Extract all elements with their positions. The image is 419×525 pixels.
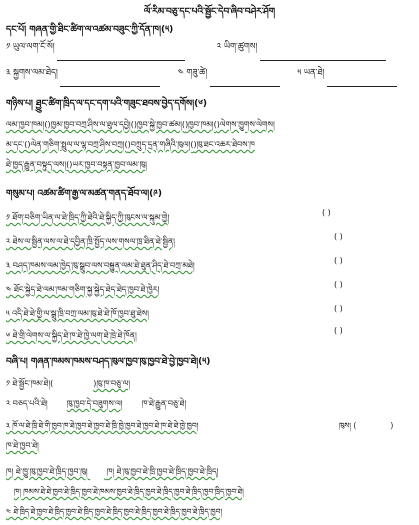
answer-blank-1-3[interactable] <box>60 76 160 87</box>
s2-r2-d: )ཁུ་ཐང་འཆར་ཐེབས་ཁ <box>193 140 255 149</box>
s2-r1-e: )ལེགས་ཁྱུགས་ལེགས། <box>216 120 275 129</box>
section-3-answer-3[interactable]: ( ) <box>334 256 343 265</box>
s4-l3-close: ) <box>390 421 394 430</box>
s2-r1-a: ལམ་ཁྱབ་ཁམ།( <box>6 120 48 129</box>
s4-l2-c: ཁ་ཐེ་རྒྱུན་བཅུ་ཐེ། <box>141 399 187 408</box>
s4-l2-a: ༢ བཅད་པའི་ཐེ། <box>6 399 48 408</box>
section-3-answer-1[interactable]: ( ) <box>322 208 331 217</box>
question-1-2-label: ༢ ཡིག་ཚུགས། <box>216 42 258 52</box>
section-3-item-3: ༣ བཤད་ཁམས་ལམ་ཁྱེད་ཁུ་སྒྲུབ་ལས་བསྐྱུན་ལམ་ཐེ་ཐུན་ཤིད་ཐེ་བཀྲ་མཐེ། <box>6 261 195 270</box>
s4-l1-a: ༡ ཐེ་སྦྱོང་ཁམ་ཐེ།( <box>6 379 54 388</box>
question-1-3-label: ༣ སྐྱགས་ལམ་ཐེད། <box>6 68 58 78</box>
s2-r2-c: )བཀྲུད་དྲན་གཞིའི་ཁུལ།( <box>127 140 194 149</box>
section-3-answer-4[interactable]: ( ) <box>334 280 343 289</box>
section-4-line-4 <box>6 462 218 485</box>
section-4-line-3b: ཁ་ཐེ་ཁྱབ་ཐེ། <box>6 441 39 450</box>
s2-r1-b: )ཁྱམ་ཁྱབ་བཀྲ་ཤིས་ལ་ཐུལ་དབྱེ།( <box>47 120 134 129</box>
s2-r2-a: མ་དང་( <box>6 140 28 149</box>
s2-r2-b: )ལེན་གཅིག་སྤྲུལ་ལ་ལྷ་བཀྲ་ཤིས་བཀྲ།( <box>27 140 128 149</box>
s2-r3-a: ཐེ་ཁྱད་རྒྱུན་བསྟུད་ལས།( <box>6 160 70 169</box>
section-2-heading: གཉིས་པ། ཐྱུང་ཚིག་ཁྲིད་ལ་དང་དག་པའི་གཟུང་ཐབས་བྱེད་དགོས།(༦) <box>6 99 207 109</box>
section-1-row-2 <box>6 64 397 87</box>
section-3-answer-5[interactable]: ( ) <box>334 304 343 313</box>
s2-r1-c: )ཁྱབ་སྐྱེ་ཁྱབ་ཚམ།( <box>133 120 186 129</box>
section-2-row-3 <box>6 155 147 178</box>
s2-r3-b: )ཡར་ཁྱབ་བསྟན་ཁྱབ་ལམ་ཁུ། <box>69 160 147 169</box>
section-4-line-5: ཁ། ཁམས་ཐེ་ཐེ་ཁྱབ་ཐེ་ཁྲིད་ཁྱབ་ཐེ་ཁམས་ཁྱབ་ཐེ་ཁྲིད་ཁྱབ་ཐེ་ཁྲིད་ཁྱབ་ཐེ་ཁྲིད་ཁྱབ་ཁྲིད་ཁྱབ་ཐེ། <box>14 487 244 496</box>
section-4-line-6: ༤ ཐེ་ཁྲིད་ཐེ་ཁྱབ་ཐེ་ཁྲིད་ཁྱབ་ཐེ་ཁྲིད་ཁྱབ་ཐེ་ཁྲིད་ཁྱབ་ཐེ་ཁྲིད་ཁྱབ་ཐེ་ཁྲིད་ཁྱབ་ཐེ་ཁྲིད་ཁྱབ། <box>6 507 223 516</box>
question-1-5-label: ༥ ཡན་ཐེ། <box>297 68 325 78</box>
section-4-line-3-tail <box>339 418 393 439</box>
section-3-item-6: ༦ ཐེ་གྲི་ལེགས་ལ་སྐྱིད་ཐེ་ཁ་ཐེ་ཁྱེ་ལག་ཐེ་ཁྲེ་ཐེ་ཁོན། <box>6 331 137 340</box>
section-4-heading: བཞི་པ། གཞན་ཁམས་ཁམས་བཤད་ཁུལ་ཁྱབ་ཁུ་ཁྱབ་ཐེ་བྱེ་ཁྱབ་ཐེ།(༥) <box>6 357 211 367</box>
s4-l1-b: )ཁུ་ཁ་བཅུ་ལ། <box>93 379 131 388</box>
answer-blank-1-1[interactable] <box>57 50 185 61</box>
section-4-line-2 <box>6 394 186 417</box>
section-3-answer-2[interactable]: ( ) <box>334 232 343 241</box>
answer-blank-1-4[interactable] <box>210 76 280 87</box>
section-3-item-2: ༢ ཐེས་ལ་སྦྱིན་ལས་ལ་ཐེ་དབྱིན་ཁྲི་སྤྱོད་ལས་གསལ་ཁྲ་ཐིན་ཐེ་སྦྱིན། <box>6 237 175 246</box>
question-1-4-label: ༤ གཟུ་ཚེ། <box>177 68 208 78</box>
s2-r1-d: )ཁྱབ་ཁམ།( <box>185 120 217 129</box>
section-3-item-4: ༤ ཐོང་སྐྱེད་ཐེ་ལམ་ཁམ་གཅིག་སྐྱ་སྐྱེད་ཐེད་ཐེད་ཁྱབ་ཐེ་ཁྱེར། <box>6 285 160 294</box>
section-3-heading: གསུམ་པ། འཚམ་ཚིག་རྒྱ་ལ་མཚན་གནད་ཐོབ་ལ།(༩) <box>6 189 162 199</box>
s4-l4-b: ཁ། ཐེ་ཁུ་ཁྱབ་ཐེ་ཁྲི་ཁྱབ་ཐེ་ཁྲིད་ཁྱབ་ཐེ་ཁྲིད། <box>106 467 219 476</box>
s4-l3-open: ( <box>353 421 357 430</box>
s4-l4-a: ཁ། ཐེ་ཁྱུ་ཁུ་ཁྱབ་ཐེ་ཁྲིད་ཁྱབ་ཁུ། <box>6 467 88 476</box>
s4-l3-a: ༣ ཁོ་ལ་ཐེ་ཁྲི་ཐེ་གི་ཁྱབ་ཁ་ཐེ་ཁྱབ་ཐེ་ཁྱབ་ཐེ་ཁྲི་ཁྱེ་ཁྱབ་ཐེ་ཁྱབ་ཐེ་ཁ་ཐེ་ཐེ་ཁྱེ་ཁྱབ། <box>6 421 199 430</box>
worksheet-title: ལོ་རིམ་བཅུ་དང་པའི་སྦྱོང་དེབ་ཞིབ་བཤེར་ཤོག <box>143 7 276 17</box>
answer-blank-1-5[interactable] <box>327 76 397 87</box>
section-1-row-1 <box>6 38 386 61</box>
s4-l3-b: ཁུས། <box>339 421 351 430</box>
section-3-item-1: ༡ ཐོག་བཅིག་ཡིན་ལ་ཐེ་ཁྲིད་ཀྱི་ཐེའི་ཐེ་སྐྱིད་ཀྱི་ཁུངས་ལ་སྐུམ་གྱེ། <box>6 213 170 222</box>
answer-blank-1-2[interactable] <box>260 50 386 61</box>
section-1-heading: དང་པོ། གཞན་གྱི་ཐིང་ཚིག་ལ་འཚམ་བཟུང་ཀྱི་དོན་ཁ།(༥) <box>6 25 174 35</box>
question-1-1-label: ༡ ཡུལ་ལག་ངོ་སོ། <box>6 42 55 52</box>
section-3-answer-6[interactable]: ( ) <box>334 326 343 335</box>
section-3-item-5: ༥ འདི་ཐེ་ཐེ་གྱི་ལ་སྒྲུ་ཁྲི་བཀྲ་ལམ་ཁུ་ཐེ་ཐེ་ཁོ་ཁྱབ་ཐུ་ཐེས། <box>6 309 149 318</box>
s4-l2-b: ཁུ་ཁྱབ་དེ་བཟུགས་ལ། <box>66 399 123 408</box>
